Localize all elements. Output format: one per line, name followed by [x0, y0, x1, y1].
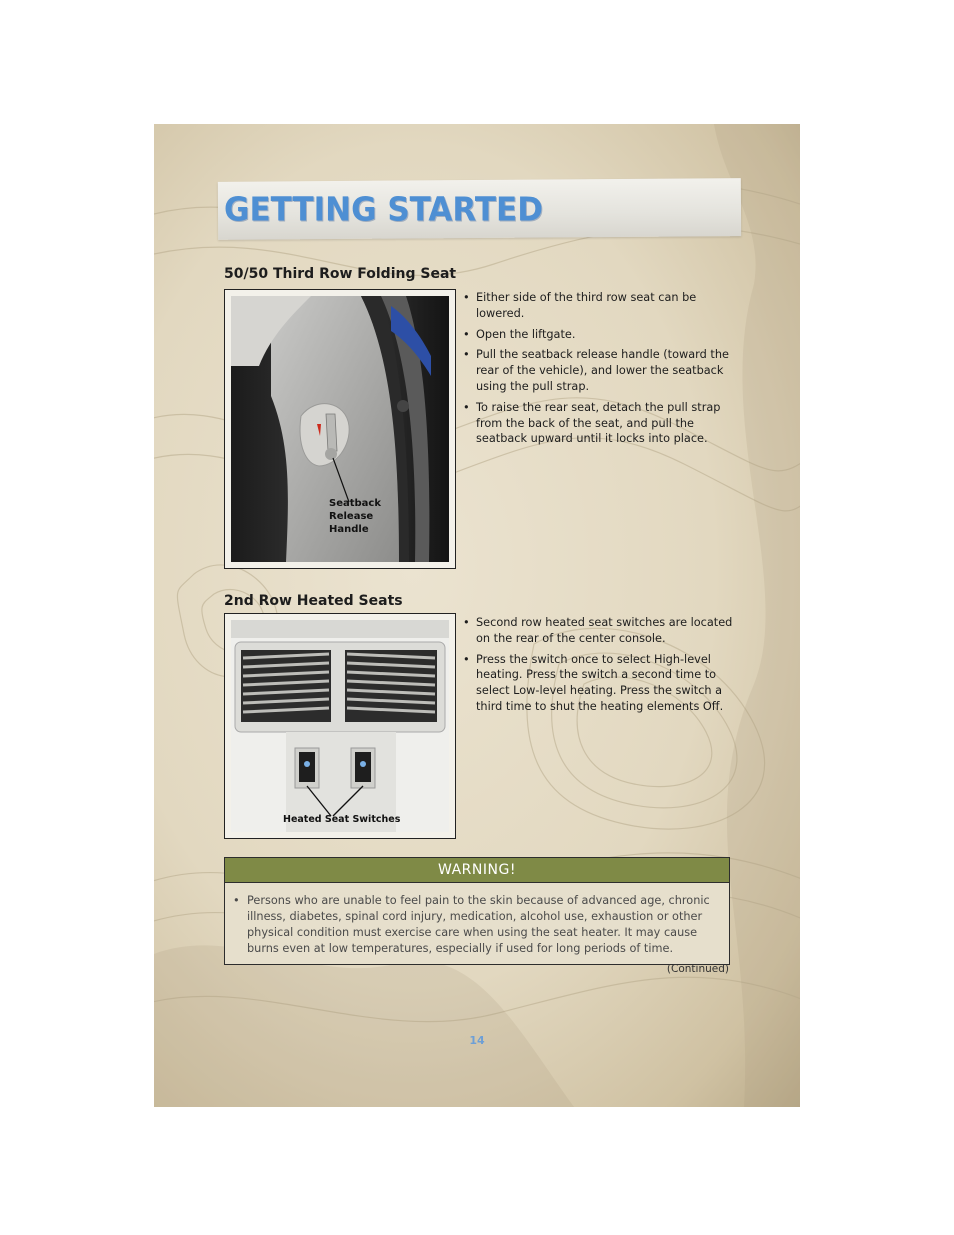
third-row-bullet-list	[463, 290, 735, 452]
callout-line-3: Handle	[329, 524, 369, 535]
section-heading-third-row: 50/50 Third Row Folding Seat	[224, 266, 457, 282]
heated-seats-photo	[224, 613, 456, 839]
page-number: 14	[469, 1034, 485, 1047]
section-heading-heated-seats: 2nd Row Heated Seats	[224, 593, 403, 609]
list-item: • Second row heated seat switches are located on the rear of the center console.	[463, 615, 735, 647]
third-row-seat-photo	[224, 289, 456, 569]
list-item: • To raise the rear seat, detach the pull strap from the back of the seat, and pull the seatback upward until it locks into place.	[463, 400, 735, 447]
callout-line-2: Release	[329, 511, 374, 522]
heated-seats-bullet-list	[463, 615, 735, 720]
list-item: • Open the liftgate.	[463, 327, 735, 343]
list-item: • Either side of the third row seat can be lowered.	[463, 290, 735, 322]
heated-seat-switches-callout: Heated Seat Switches	[283, 814, 401, 825]
seatback-release-callout	[329, 497, 381, 536]
page-title: GETTING STARTED	[224, 191, 543, 229]
continued-label: (Continued)	[666, 963, 729, 975]
list-item: • Pull the seatback release handle (toward the rear of the vehicle), and lower the seatback using the pull strap.	[463, 347, 735, 394]
list-item: • Press the switch once to select High-level heating. Press the switch a second time to select Low-level heating. Press the switch a third time to shut the heating elements Off.	[463, 652, 735, 715]
heated-seats-illustration	[231, 620, 449, 832]
warning-list	[225, 883, 729, 957]
warning-item: • Persons who are unable to feel pain to the skin because of advanced age, chronic illness, diabetes, spinal cord injury, medication, alcohol use, exhaustion or other physical condition must exercise care when using the seat heater. It may cause burns even at low temperatures, especially if used for long periods of time.	[233, 893, 719, 957]
warning-box	[224, 857, 730, 965]
callout-line-1: Seatback	[329, 498, 381, 509]
warning-title: WARNING!	[225, 858, 729, 883]
